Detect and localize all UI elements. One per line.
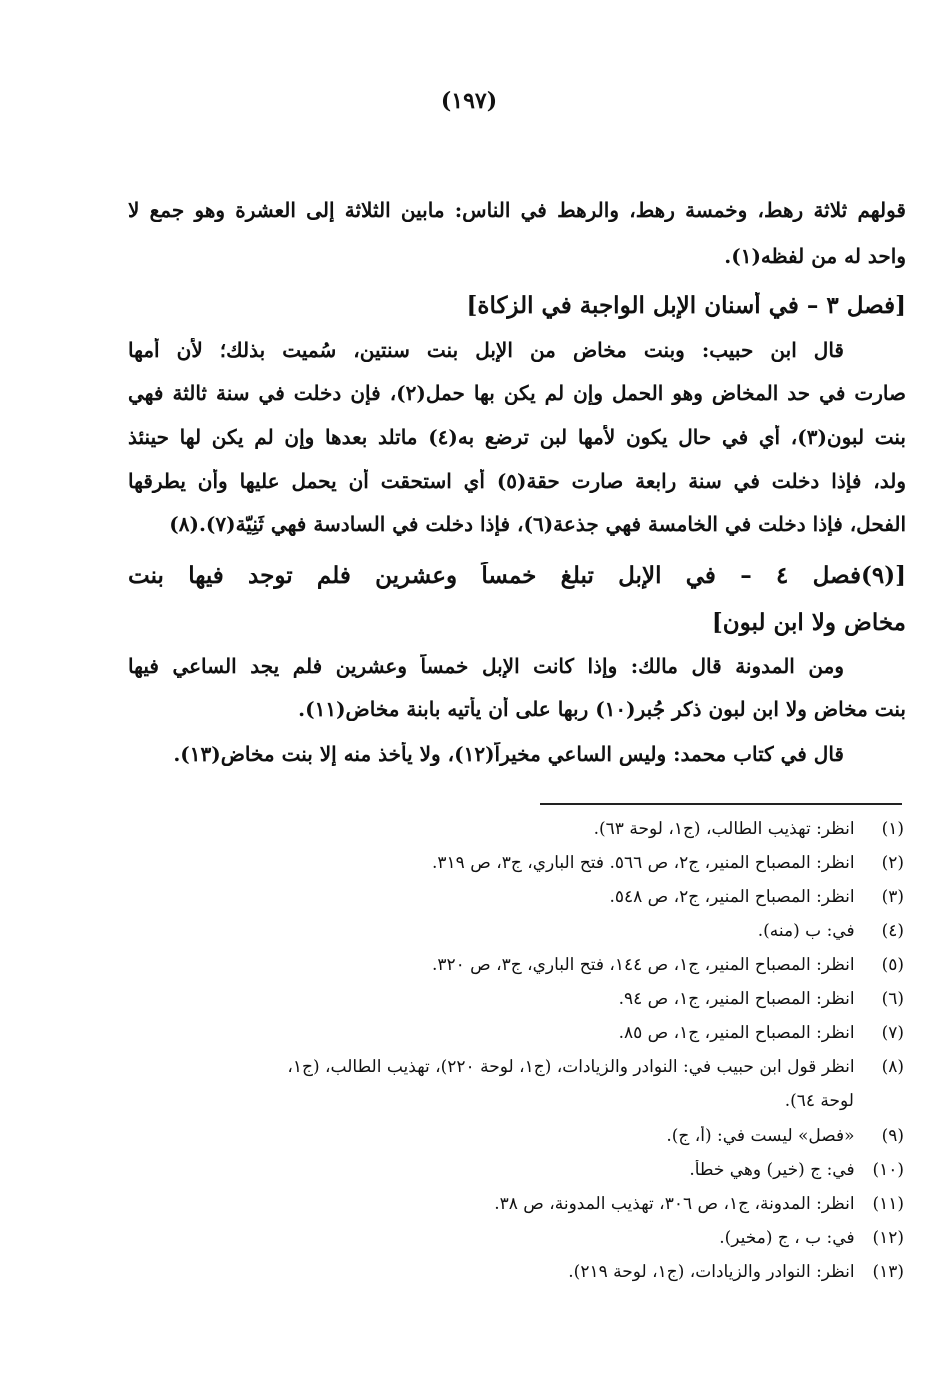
footnote: (١) انظر: تهذيب الطالب، (ج١، لوحة ٦٣). bbox=[593, 819, 904, 839]
footnote: (٢) انظر: المصباح المنير، ج٢، ص ٥٦٦. فتح الباري، ج٣، ص ٣١٩. bbox=[432, 853, 904, 873]
text-line: صارت في حد المخاض وهو الحمل وإن لم يكن بها حمل(٢)، فإن دخلت في سنة ثالثة فهي bbox=[128, 381, 906, 405]
footnote: (١٠) في: ج (خير) وهي خطأ. bbox=[689, 1160, 904, 1180]
footnote: (٥) انظر: المصباح المنير، ج١، ص ١٤٤، فتح الباري، ج٣، ص ٣٢٠. bbox=[431, 955, 904, 975]
footnote: (٧) انظر: المصباح المنير، ج١، ص ٨٥. bbox=[618, 1023, 904, 1043]
text-line: الفحل، فإذا دخلت في الخامسة فهي جذعة(٦)، فإذا دخلت في السادسة فهي ثَنِيّة(٧).(٨) bbox=[169, 512, 906, 536]
text-line: قال ابن حبيب: وبنت مخاض من الإبل بنت سنتين، سُميت بذلك؛ لأن أمها bbox=[128, 338, 844, 362]
section-heading: مخاض ولا ابن لبون] bbox=[711, 609, 906, 636]
page-number: (١٩٧) bbox=[440, 88, 498, 114]
footnote: (٤) في: ب (منه). bbox=[757, 921, 904, 941]
section-heading: [(٩)فصل ٤ – في الإبل تبلغ خمساً وعشرين فلم توجد فيها بنت bbox=[128, 562, 906, 589]
footnote: (١٣) انظر: النوادر والزيادات، (ج١، لوحة ٢١٩). bbox=[568, 1262, 904, 1282]
footnote: (١١) انظر: المدونة، ج١، ص ٣٠٦، تهذيب المدونة، ص ٣٨. bbox=[494, 1194, 904, 1214]
text-line: قولهم ثلاثة رهط، وخمسة رهط، والرهط في الناس: مابين الثلاثة إلى العشرة وهو جمع لا bbox=[128, 198, 906, 222]
section-heading: [فصل ٣ – في أسنان الإبل الواجبة في الزكاة] bbox=[466, 292, 906, 319]
footnote: (١٢) في: ب ، ج (مخير). bbox=[719, 1228, 904, 1248]
footnote-divider bbox=[540, 803, 902, 805]
footnote: (٩) «فصل» ليست في: (أ، ج). bbox=[666, 1126, 904, 1146]
text-line: ولد، فإذا دخلت في سنة رابعة صارت حقة(٥) أي استحقت أن يحمل عليها وأن يطرقها bbox=[128, 469, 906, 493]
book-page: (١٩٧) قولهم ثلاثة رهط، وخمسة رهط، والرهط في الناس: مابين الثلاثة إلى العشرة وهو جمع لا واحد له من لفظه(١). [فصل ٣ – في أسنان الإبل الواجبة في الزكاة] قال ابن حبيب: وبنت مخاض من الإبل بنت سنتين، سُميت بذلك؛ لأن أمها صارت في حد المخاض وهو الحمل وإن لم يكن بها حمل(٢)، فإن دخلت في سنة ثالثة فهي بنت لبون(٣)، أي في حال يكون لأمها لبن ترضع به(٤) ماتلد بعدها وإن لم يكن لها حينئذ ولد، فإذا دخلت في سنة رابعة صارت حقة(٥) أي استحقت أن يحمل عليها وأن يطرقها الفحل، فإذا دخلت في الخامسة فهي جذعة(٦)، فإذا دخلت في السادسة فهي ثَنِيّة(٧).(٨) [(٩)فصل ٤ – في الإبل تبلغ خمساً وعشرين فلم توجد فيها بنت مخاض ولا ابن لبون] ومن المدونة قال مالك: وإذا كانت الإبل خمساً وعشرين فلم يجد الساعي فيها بنت مخاض ولا ابن لبون ذكر جُبر(١٠) ربها على أن يأتيه بابنة مخاض(١١). قال في كتاب محمد: وليس الساعي مخيراً(١٢)، ولا يأخذ منه إلا بنت مخاض(١٣). (١) انظر: تهذيب الطالب، (ج١، لوحة ٦٣). (٢) انظر: المصباح المنير، ج٢، ص ٥٦٦. فتح الباري، ج٣، ص ٣١٩. (٣) انظر: المصباح المنير، ج٢، ص ٥٤٨. (٤) في: ب (منه). (٥) انظر: المصباح المنير، ج١، ص ١٤٤، فتح الباري، ج٣، ص ٣٢٠. (٦) انظر: المصباح المنير، ج١، ص ٩٤. (٧) انظر: المصباح المنير، ج١، ص ٨٥. (٨) انظر قول ابن حبيب في: النوادر والزيادات، (ج١، لوحة ٢٢٠)، تهذيب الطالب، (ج١، لوحة ٦٤). (٩) «فصل» ليست في: (أ، ج). (١٠) في: ج (خير) وهي خطأ. (١١) انظر: المدونة، ج١، ص ٣٠٦، تهذيب المدونة، ص ٣٨. (١٢) في: ب ، ج (مخير). (١٣) انظر: النوادر والزيادات، (ج١، لوحة ٢١٩). bbox=[0, 0, 938, 1387]
footnote: (٦) انظر: المصباح المنير، ج١، ص ٩٤. bbox=[618, 989, 904, 1009]
text-line: ومن المدونة قال مالك: وإذا كانت الإبل خمساً وعشرين فلم يجد الساعي فيها bbox=[128, 654, 844, 678]
footnote: (٣) انظر: المصباح المنير، ج٢، ص ٥٤٨. bbox=[609, 887, 904, 907]
text-line: بنت مخاض ولا ابن لبون ذكر جُبر(١٠) ربها على أن يأتيه بابنة مخاض(١١). bbox=[298, 697, 906, 721]
text-line: قال في كتاب محمد: وليس الساعي مخيراً(١٢)، ولا يأخذ منه إلا بنت مخاض(١٣). bbox=[173, 742, 844, 766]
footnote: (٨) انظر قول ابن حبيب في: النوادر والزيادات، (ج١، لوحة ٢٢٠)، تهذيب الطالب، (ج١، bbox=[287, 1057, 904, 1077]
text-line: بنت لبون(٣)، أي في حال يكون لأمها لبن ترضع به(٤) ماتلد بعدها وإن لم يكن لها حينئذ bbox=[128, 425, 906, 449]
text-line: واحد له من لفظه(١). bbox=[724, 244, 906, 268]
